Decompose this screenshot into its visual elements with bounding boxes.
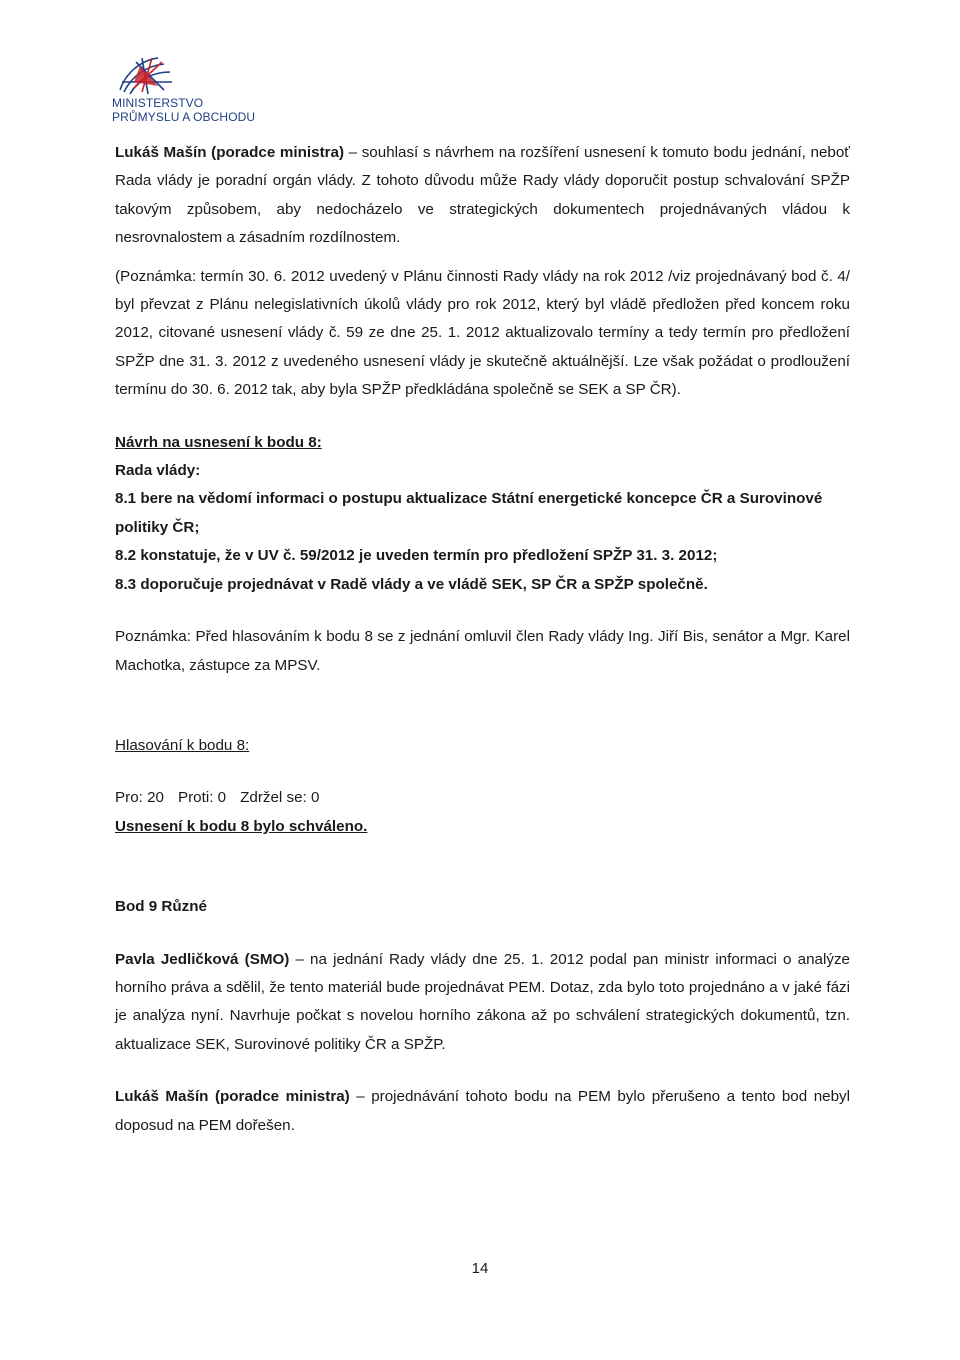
speaker-name: Lukáš Mašín (poradce ministra) <box>115 1088 350 1106</box>
speaker-name: Pavla Jedličková (SMO) <box>115 950 290 968</box>
document-body <box>115 139 850 1140</box>
ministry-name-line1: MINISTERSTVO <box>112 96 204 110</box>
paragraph-text: – projednávání tohoto bodu na PEM bylo přerušeno a tento bod nebyl doposud na PEM dořešen. <box>115 1088 850 1134</box>
paragraph-text: – na jednání Rady vlády dne 25. 1. 2012 podal pan ministr informaci o analýze horního práva a sdělil, že tento materiál bude projednávat PEM. Dotaz, zda bylo toto projednáno a v jaké fázi je analýza nyní. Navrhuje počkat s novelou horního zákona až po schválení strategických dokumentů, tzn. aktualizace SEK, Surovinové politiky ČR a SPŽP. <box>115 950 850 1053</box>
voting-heading: Hlasování k bodu 8: <box>115 736 250 754</box>
ministry-name-line2: PRŮMYSLU A OBCHODU <box>112 110 256 124</box>
paragraph-note-deadline: (Poznámka: termín 30. 6. 2012 uvedený v Plánu činnosti Rady vlády na rok 2012 /viz projednávaný bod č. 4/ byl převzat z Plánu nelegislativních úkolů vlády pro rok 2012, který byl vládě předložen před koncem roku 2012, citované usnesení vlády č. 59 ze dne 25. 1. 2012 aktualizovalo termíny a tedy termín pro předložení SPŽP dne 31. 3. 2012 z uvedeného usnesení vlády je skutečně aktuálnější. Lze však požádat o prodloužení termínu do 30. 6. 2012 tak, aby byla SPŽP předkládána společně se SEK a SP ČR). <box>115 267 850 399</box>
item-9-heading: Bod 9 Různé <box>115 898 207 916</box>
proposal-item-8-3: 8.3 doporučuje projednávat v Radě vlády a ve vládě SEK, SP ČR a SPŽP společně. <box>115 575 708 593</box>
ministry-emblem-icon <box>112 52 182 96</box>
voting-results <box>115 784 850 812</box>
page-number: 14 <box>471 1260 489 1277</box>
paragraph-masin-1 <box>115 139 850 253</box>
paragraph-note-absence: Poznámka: Před hlasováním k bodu 8 se z jednání omluvil člen Rady vlády Ing. Jiří Bis, senátor a Mgr. Karel Machotka, zástupce za MPSV. <box>115 628 850 674</box>
speaker-name: Lukáš Mašín (poradce ministra) <box>115 144 345 161</box>
ministry-logo <box>112 52 312 124</box>
paragraph-jedlickova <box>115 946 850 1060</box>
vote-abstain: Zdržel se: 0 <box>240 789 320 807</box>
voting-result: Usnesení k bodu 8 bylo schváleno. <box>115 817 368 835</box>
proposal-heading: Návrh na usnesení k bodu 8: <box>115 433 322 451</box>
paragraph-masin-2 <box>115 1083 850 1140</box>
paragraph-text: – souhlasí s návrhem na rozšíření usnesení k tomuto bodu jednání, neboť Rada vlády je poradní orgán vlády. Z tohoto důvodu může Rady vlády doporučit postup schvalování SPŽP takovým způsobem, aby nedocházelo ve strategických dokumentech projednávaných vládou k nesrovnalostem a zásadním rozdílnostem. <box>115 144 850 247</box>
proposal-item-8-1: 8.1 bere na vědomí informaci o postupu aktualizace Státní energetické koncepce ČR a Surovinové politiky ČR; <box>115 490 823 536</box>
proposal-item-8-2: 8.2 konstatuje, že v UV č. 59/2012 je uveden termín pro předložení SPŽP 31. 3. 2012; <box>115 547 718 565</box>
vote-for: Pro: 20 <box>115 789 164 807</box>
proposal-council: Rada vlády: <box>115 462 201 480</box>
vote-against: Proti: 0 <box>177 789 227 807</box>
